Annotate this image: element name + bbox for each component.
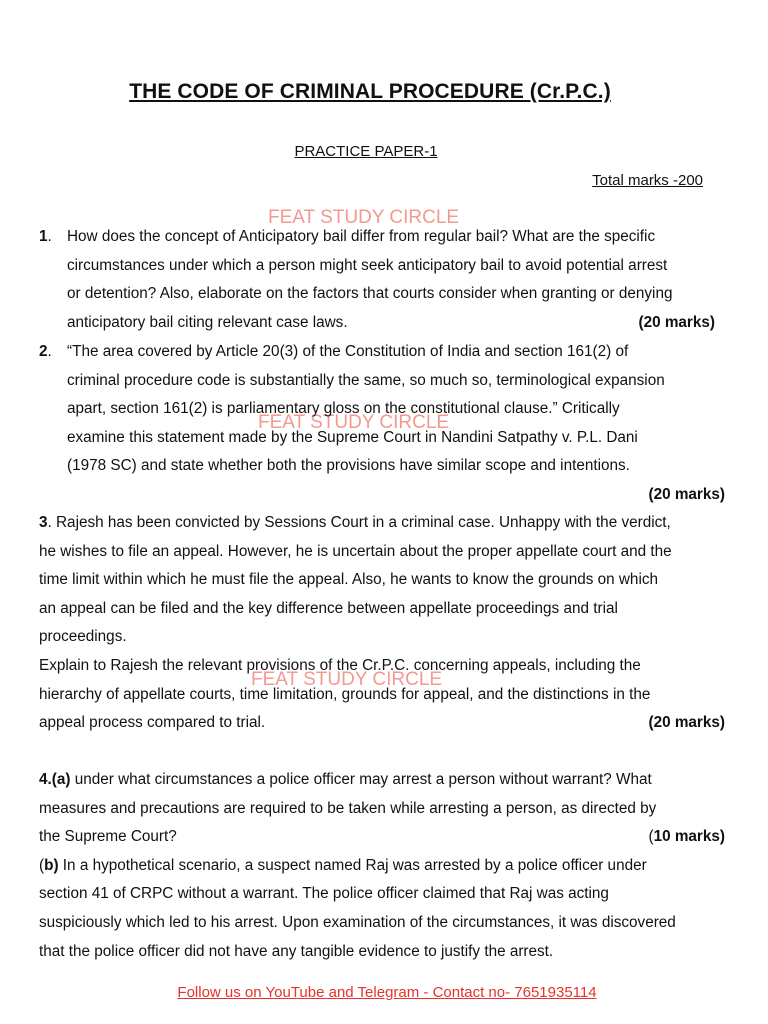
- question-line: hierarchy of appellate courts, time limitation, grounds for appeal, and the distinctions in the: [39, 685, 651, 703]
- question-line: that the police officer did not have any tangible evidence to justify the arrest.: [39, 942, 554, 960]
- question-line: an appeal can be filed and the key difference between appellate proceedings and trial: [39, 599, 618, 617]
- total-marks: Total marks -200: [592, 172, 703, 189]
- question-number: 2.: [39, 343, 52, 360]
- question-number: 3: [39, 514, 48, 531]
- marks-label: (20 marks): [648, 714, 725, 732]
- question-line: or detention? Also, elaborate on the factors that courts consider when granting or denying: [67, 285, 673, 303]
- question-line: the Supreme Court?: [39, 828, 177, 846]
- sub-question-label: b): [44, 856, 59, 874]
- marks-label: (10 marks): [648, 828, 725, 846]
- page-title: THE CODE OF CRIMINAL PROCEDURE (Cr.P.C.): [129, 80, 611, 103]
- watermark: FEAT STUDY CIRCLE: [268, 207, 460, 228]
- question-line: anticipatory bail citing relevant case laws.: [67, 313, 348, 331]
- marks-label: (20 marks): [648, 485, 725, 503]
- question-line: appeal process compared to trial.: [39, 714, 266, 732]
- question-line: measures and precautions are required to be taken while arresting a person, as directed by: [39, 799, 657, 817]
- question-line: Explain to Rajesh the relevant provisions of the Cr.P.C. concerning appeals, including the: [39, 656, 641, 674]
- watermark: FEAT STUDY CIRCLE: [251, 669, 443, 690]
- question-line: apart, section 161(2) is parliamentary gloss on the constitutional clause.” Critically: [67, 400, 620, 418]
- question-3: [39, 509, 727, 738]
- question-2: [39, 338, 727, 510]
- question-line: circumstances under which a person might seek anticipatory bail to avoid potential arrest: [67, 256, 668, 274]
- question-number: 4.(a): [39, 771, 71, 788]
- question-line: proceedings.: [39, 628, 127, 646]
- question-line: criminal procedure code is substantially the same, so much so, terminological expansion: [67, 371, 665, 389]
- footer-contact-link[interactable]: Follow us on YouTube and Telegram - Contact no- 7651935114: [177, 984, 597, 1001]
- marks-label: (20 marks): [638, 313, 715, 331]
- question-line: “The area covered by Article 20(3) of the Constitution of India and section 161(2) of: [67, 343, 629, 360]
- question-line: In a hypothetical scenario, a suspect named Raj was arrested by a police officer under: [58, 856, 647, 874]
- question-line: suspiciously which led to his arrest. Upon examination of the circumstances, it was discovered: [39, 913, 676, 931]
- question-line: under what circumstances a police officer may arrest a person without warrant? What: [70, 771, 652, 788]
- question-line: How does the concept of Anticipatory bail differ from regular bail? What are the specific: [67, 228, 656, 245]
- paper-subtitle: PRACTICE PAPER-1: [294, 143, 438, 160]
- watermark: FEAT STUDY CIRCLE: [258, 412, 450, 433]
- question-line: section 41 of CRPC without a warrant. The police officer claimed that Raj was acting: [39, 885, 609, 903]
- question-number: 1.: [39, 228, 52, 245]
- question-1: [39, 223, 727, 337]
- question-4: 4.(a) under what circumstances a police officer may arrest a person without warrant? What measures and precautions are required to be taken while arresting a person, as directed by the Supreme Court? (10 marks) (b) In a hypothetical scenario, a suspect named Raj was arrested by a police officer under section 41 of CRPC without a warrant. The police officer claimed that Raj was acting suspiciously which led to his arrest. Upon examination of the circumstances, it was discovered that the police officer did not have any tangible evidence to justify the arrest.: [39, 766, 727, 966]
- question-line: time limit within which he must file the appeal. Also, he wants to know the grounds on which: [39, 571, 658, 589]
- question-line: he wishes to file an appeal. However, he is uncertain about the proper appellate court and the: [39, 542, 672, 560]
- question-line: . Rajesh has been convicted by Sessions Court in a criminal case. Unhappy with the verdict,: [47, 514, 671, 531]
- question-line: examine this statement made by the Supreme Court in Nandini Satpathy v. P.L. Dani: [67, 428, 638, 446]
- question-line: (1978 SC) and state whether both the provisions have similar scope and intentions.: [67, 457, 630, 475]
